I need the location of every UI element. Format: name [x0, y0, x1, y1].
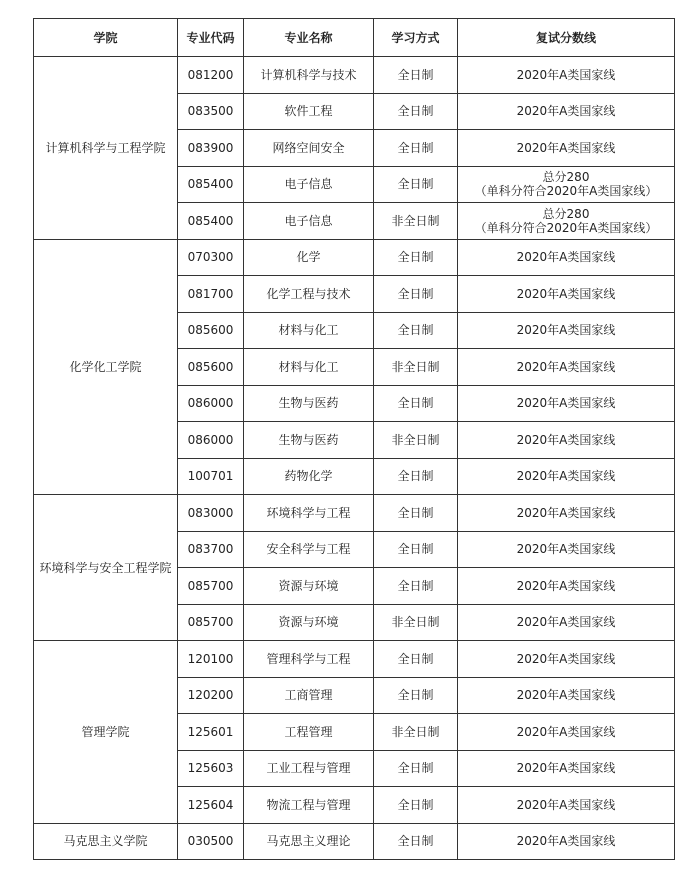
major-name-cell: 安全科学与工程 — [244, 531, 374, 568]
study-mode-cell: 全日制 — [374, 495, 458, 532]
score-line-text: 2020年A类国家线 — [516, 688, 616, 703]
score-table — [33, 18, 675, 860]
study-mode-cell: 全日制 — [374, 823, 458, 860]
score-line-cell — [458, 349, 675, 386]
major-code-cell: 100701 — [178, 458, 244, 495]
score-line-cell — [458, 57, 675, 94]
major-code-cell: 085400 — [178, 203, 244, 240]
major-code-cell: 070300 — [178, 239, 244, 276]
major-name-cell: 材料与化工 — [244, 349, 374, 386]
study-mode-cell: 全日制 — [374, 276, 458, 313]
major-name-cell: 化学 — [244, 239, 374, 276]
major-name-cell: 工商管理 — [244, 677, 374, 714]
table-body — [34, 57, 675, 860]
study-mode-cell: 全日制 — [374, 787, 458, 824]
score-line-text: 2020年A类国家线 — [516, 834, 616, 849]
major-code-cell: 086000 — [178, 385, 244, 422]
major-name-cell: 计算机科学与技术 — [244, 57, 374, 94]
score-line-cell — [458, 458, 675, 495]
major-code-cell: 120200 — [178, 677, 244, 714]
major-name-cell: 化学工程与技术 — [244, 276, 374, 313]
score-line-cell — [458, 714, 675, 751]
score-line-text: 2020年A类国家线 — [516, 67, 616, 82]
study-mode-cell: 全日制 — [374, 57, 458, 94]
score-line-text: 2020年A类国家线 — [516, 250, 616, 265]
score-line-text: 2020年A类国家线 — [516, 505, 616, 520]
score-line-text: 2020年A类国家线 — [516, 104, 616, 119]
score-line-text: 2020年A类国家线 — [516, 432, 616, 447]
college-cell: 计算机科学与工程学院 — [34, 57, 178, 240]
major-name-cell: 管理科学与工程 — [244, 641, 374, 678]
table-row — [34, 823, 675, 860]
score-line-cell — [458, 239, 675, 276]
major-name-cell: 马克思主义理论 — [244, 823, 374, 860]
study-mode-cell: 全日制 — [374, 641, 458, 678]
table-row — [34, 239, 675, 276]
major-code-cell: 085600 — [178, 349, 244, 386]
major-name-cell: 药物化学 — [244, 458, 374, 495]
college-cell: 环境科学与安全工程学院 — [34, 495, 178, 641]
major-name-cell: 电子信息 — [244, 203, 374, 240]
major-code-cell: 085600 — [178, 312, 244, 349]
header-college: 学院 — [34, 19, 178, 57]
college-cell: 马克思主义学院 — [34, 823, 178, 860]
score-line-text: 2020年A类国家线 — [516, 797, 616, 812]
study-mode-cell: 全日制 — [374, 312, 458, 349]
study-mode-cell: 非全日制 — [374, 203, 458, 240]
score-line-text: 2020年A类国家线 — [516, 359, 616, 374]
score-line-text: 2020年A类国家线 — [516, 140, 616, 155]
study-mode-cell: 全日制 — [374, 130, 458, 167]
score-line-cell — [458, 823, 675, 860]
score-line-cell — [458, 166, 675, 203]
score-line-cell — [458, 531, 675, 568]
header-row — [34, 19, 675, 57]
study-mode-cell: 全日制 — [374, 458, 458, 495]
major-code-cell: 081700 — [178, 276, 244, 313]
score-line-text: 2020年A类国家线 — [516, 761, 616, 776]
major-code-cell: 125603 — [178, 750, 244, 787]
major-code-cell: 030500 — [178, 823, 244, 860]
score-line-text: 2020年A类国家线 — [516, 323, 616, 338]
score-line-text: 2020年A类国家线 — [516, 542, 616, 557]
major-code-cell: 085700 — [178, 568, 244, 605]
score-line-cell — [458, 787, 675, 824]
major-name-cell: 电子信息 — [244, 166, 374, 203]
score-line-cell — [458, 385, 675, 422]
score-line-text: （单科分符合2020年A类国家线） — [474, 184, 658, 199]
major-name-cell: 网络空间安全 — [244, 130, 374, 167]
major-name-cell: 资源与环境 — [244, 568, 374, 605]
score-line-cell — [458, 276, 675, 313]
header-code: 专业代码 — [178, 19, 244, 57]
major-name-cell: 软件工程 — [244, 93, 374, 130]
score-line-cell — [458, 422, 675, 459]
college-cell: 管理学院 — [34, 641, 178, 824]
major-name-cell: 资源与环境 — [244, 604, 374, 641]
study-mode-cell: 非全日制 — [374, 349, 458, 386]
score-line-cell — [458, 568, 675, 605]
table-row — [34, 641, 675, 678]
major-name-cell: 物流工程与管理 — [244, 787, 374, 824]
major-code-cell: 083500 — [178, 93, 244, 130]
score-line-cell — [458, 495, 675, 532]
major-name-cell: 工业工程与管理 — [244, 750, 374, 787]
table-row — [34, 495, 675, 532]
study-mode-cell: 全日制 — [374, 166, 458, 203]
score-line-cell — [458, 604, 675, 641]
score-line-text: 2020年A类国家线 — [516, 469, 616, 484]
score-line-text: 2020年A类国家线 — [516, 396, 616, 411]
major-code-cell: 083900 — [178, 130, 244, 167]
study-mode-cell: 非全日制 — [374, 714, 458, 751]
study-mode-cell: 全日制 — [374, 568, 458, 605]
header-score-line: 复试分数线 — [458, 19, 675, 57]
study-mode-cell: 全日制 — [374, 93, 458, 130]
major-code-cell: 083700 — [178, 531, 244, 568]
table-header — [34, 19, 675, 57]
major-code-cell: 125601 — [178, 714, 244, 751]
score-line-cell — [458, 750, 675, 787]
score-line-cell — [458, 93, 675, 130]
study-mode-cell: 全日制 — [374, 531, 458, 568]
major-name-cell: 环境科学与工程 — [244, 495, 374, 532]
score-line-cell — [458, 203, 675, 240]
major-name-cell: 生物与医药 — [244, 422, 374, 459]
major-code-cell: 085400 — [178, 166, 244, 203]
score-line-cell — [458, 677, 675, 714]
score-line-text: 2020年A类国家线 — [516, 286, 616, 301]
major-name-cell: 生物与医药 — [244, 385, 374, 422]
major-code-cell: 086000 — [178, 422, 244, 459]
header-major: 专业名称 — [244, 19, 374, 57]
score-line-cell — [458, 312, 675, 349]
study-mode-cell: 全日制 — [374, 750, 458, 787]
score-line-cell — [458, 130, 675, 167]
score-line-text: 2020年A类国家线 — [516, 578, 616, 593]
study-mode-cell: 非全日制 — [374, 604, 458, 641]
score-line-text: 总分280 — [542, 170, 590, 185]
major-code-cell: 083000 — [178, 495, 244, 532]
major-code-cell: 081200 — [178, 57, 244, 94]
score-line-text: （单科分符合2020年A类国家线） — [474, 220, 658, 235]
study-mode-cell: 全日制 — [374, 239, 458, 276]
score-line-text: 2020年A类国家线 — [516, 724, 616, 739]
major-name-cell: 工程管理 — [244, 714, 374, 751]
score-table-container — [33, 18, 675, 860]
study-mode-cell: 全日制 — [374, 385, 458, 422]
study-mode-cell: 非全日制 — [374, 422, 458, 459]
major-code-cell: 120100 — [178, 641, 244, 678]
score-line-text: 2020年A类国家线 — [516, 615, 616, 630]
score-line-text: 总分280 — [542, 206, 590, 221]
major-code-cell: 085700 — [178, 604, 244, 641]
college-cell: 化学化工学院 — [34, 239, 178, 495]
score-line-text: 2020年A类国家线 — [516, 651, 616, 666]
score-line-cell — [458, 641, 675, 678]
study-mode-cell: 全日制 — [374, 677, 458, 714]
major-name-cell: 材料与化工 — [244, 312, 374, 349]
major-code-cell: 125604 — [178, 787, 244, 824]
header-study-mode: 学习方式 — [374, 19, 458, 57]
table-row — [34, 57, 675, 94]
